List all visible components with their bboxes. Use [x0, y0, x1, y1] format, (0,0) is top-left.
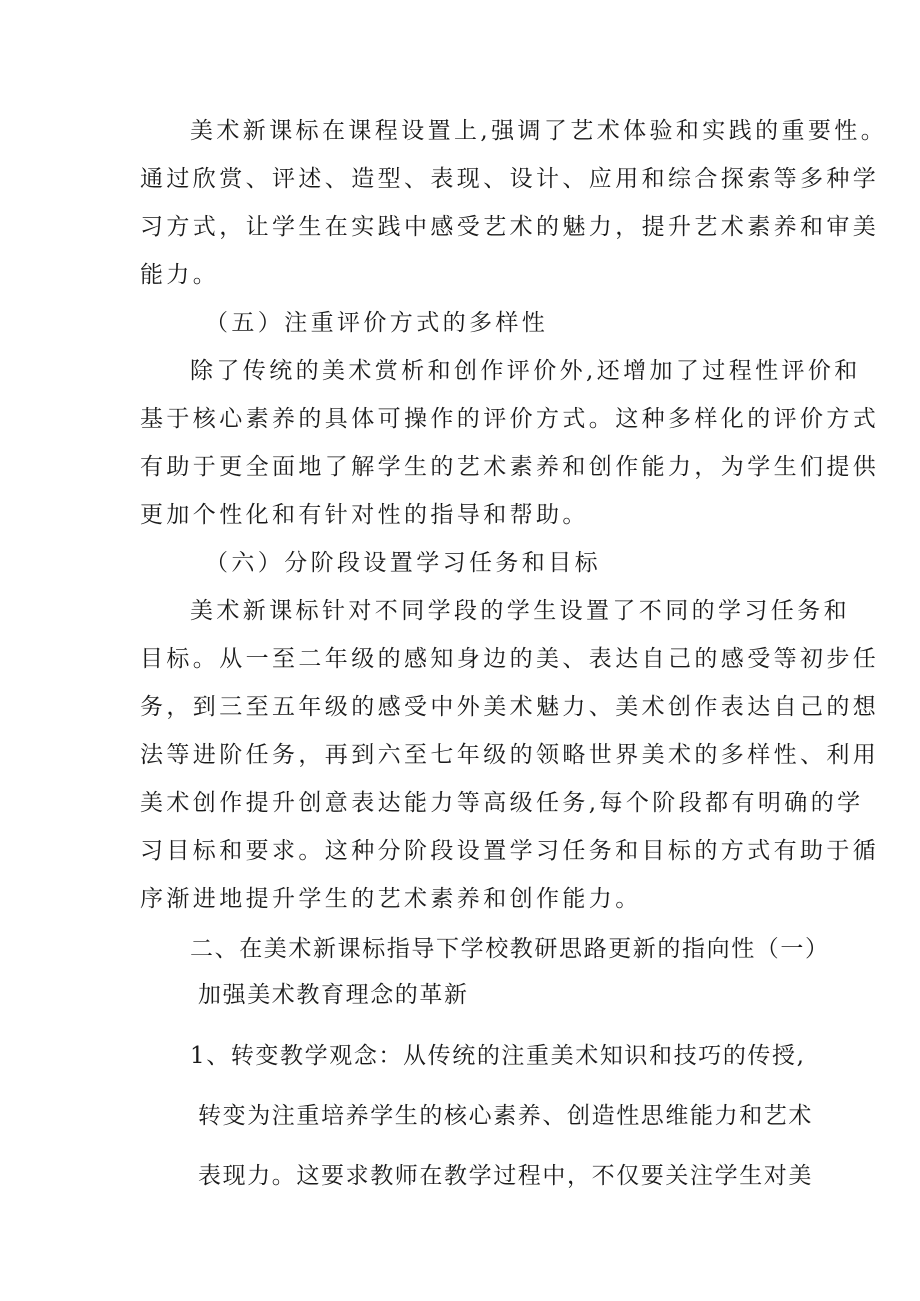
section-heading: （六）分阶段设置学习任务和目标 — [205, 550, 601, 576]
text-line: 美术创作提升创意表达能力等高级任务,每个阶段都有明确的学 — [140, 790, 864, 816]
text-line: 习方式，让学生在实践中感受艺术的魅力，提升艺术素养和审美 — [140, 214, 880, 240]
text-line: 更加个性化和有针对性的指导和帮助。 — [140, 502, 589, 528]
text-line: 有助于更全面地了解学生的艺术素养和创作能力，为学生们提供 — [140, 454, 880, 480]
text-line: 通过欣赏、评述、造型、表现、设计、应用和综合探索等多种学 — [140, 166, 880, 192]
chapter-heading-continued: 加强美术教育理念的革新 — [198, 982, 469, 1008]
text-line: 能力。 — [140, 262, 220, 288]
text-line: 除了传统的美术赏析和创作评价外,还增加了过程性评价和 — [190, 358, 861, 384]
text-line: 序渐进地提升学生的艺术素养和创作能力。 — [140, 886, 642, 912]
text-line: 习目标和要求。这种分阶段设置学习任务和目标的方式有助于循 — [140, 838, 880, 864]
chapter-heading: 二、在美术新课标指导下学校教研思路更新的指向性（一） — [190, 936, 830, 962]
text-line: 目标。从一至二年级的感知身边的美、表达自己的感受等初步任 — [140, 646, 880, 672]
list-item-text: 表现力。这要求教师在教学过程中，不仅要关注学生对美 — [198, 1163, 813, 1189]
text-line: 美术新课标针对不同学段的学生设置了不同的学习任务和 — [190, 598, 850, 624]
text-line: 法等进阶任务，再到六至七年级的领略世界美术的多样性、利用 — [140, 742, 880, 768]
text-line: 基于核心素养的具体可操作的评价方式。这种多样化的评价方式 — [140, 406, 880, 432]
list-item-text: 转变为注重培养学生的核心素养、创造性思维能力和艺术 — [198, 1103, 813, 1129]
text-line: 美术新课标在课程设置上,强调了艺术体验和实践的重要性。 — [190, 118, 888, 144]
section-heading: （五）注重评价方式的多样性 — [205, 310, 549, 336]
text-line: 务，到三至五年级的感受中外美术魅力、美术创作表达自己的想 — [140, 694, 880, 720]
list-item-text: 1、转变教学观念：从传统的注重美术知识和技巧的传授, — [190, 1043, 806, 1069]
